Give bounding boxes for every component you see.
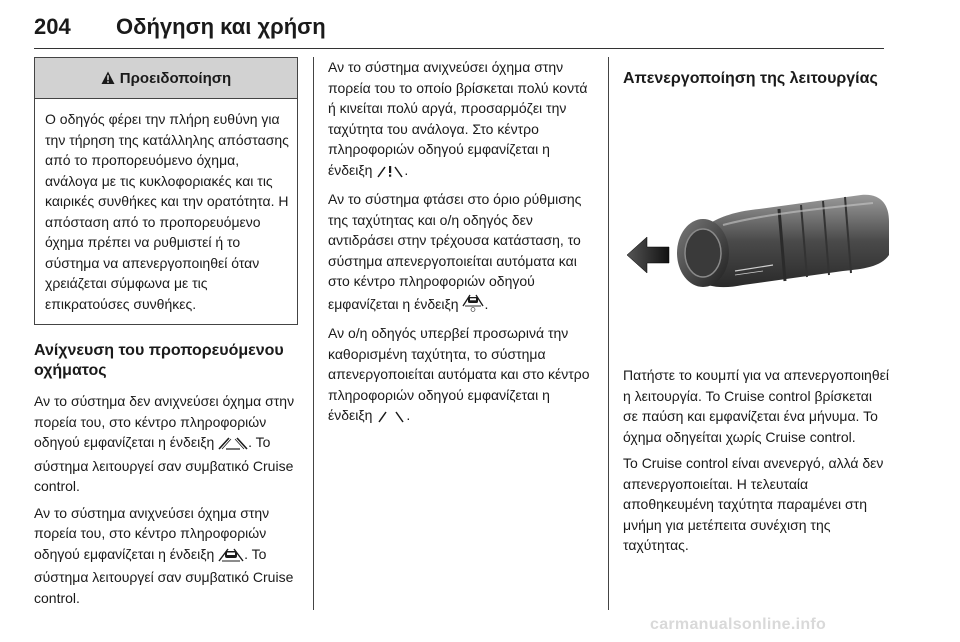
page-header (34, 14, 884, 44)
paragraph-text: Αν το σύστημα φτάσει στο όριο ρύθμισης της ταχύτητας και ο/η οδηγός δεν αντιδράσει στην τρέχουσα κατάσταση, το σύστημα απενεργοποιείται αυτόματα και στο κέντρο πληροφοριών οδηγού εμφανίζεται η ένδειξη (328, 191, 582, 312)
warning-header (35, 58, 297, 99)
paragraph-text: Αν το σύστημα ανιχνεύσει όχημα στην πορεία του, στο κέντρο πληροφοριών οδηγού εμφανίζεται η ένδειξη (34, 504, 270, 562)
paragraph-text: . (404, 161, 409, 178)
vehicle-ahead-speed-icon (462, 292, 484, 318)
paragraph (34, 503, 298, 609)
column-divider (313, 57, 314, 610)
warning-triangle-icon (101, 71, 115, 85)
paragraph-text: Αν το σύστημα ανιχνεύσει όχημα στην πορεία του το οποίο βρίσκεται πολύ κοντά ή κινείται πολύ αργά, προσαρμόζει την ταχύτητα του ανάλογα. Στο κέντρο πληροφοριών οδηγού εμφανίζεται η ένδειξη (328, 59, 588, 178)
paragraph (328, 57, 594, 183)
cruise-control-button-diagram (623, 125, 889, 325)
warning-title: Προειδοποίηση (119, 69, 232, 87)
paragraph-text: . (406, 407, 411, 423)
column-middle (328, 57, 594, 435)
paragraph-text: Αν το σύστημα δεν ανιχνεύσει όχημα στην πορεία του, στο κέντρο πληροφοριών οδηγού εμφανίζεται η ένδειξη (34, 393, 295, 450)
lane-warning-icon (376, 163, 404, 184)
section-heading-detection: Ανίχνευση του προπορευόμενου οχήματος (34, 342, 284, 379)
column-left (34, 57, 298, 614)
paragraph-text: . (484, 295, 489, 312)
page-title: Οδήγηση και χρήση (116, 14, 326, 39)
column-divider (608, 57, 609, 610)
warning-box (34, 57, 298, 325)
warning-text: Ο οδηγός φέρει την πλήρη ευθύνη για την τήρηση της κατάλληλης απόστασης από το προπορευόμενο όχημα, ανάλογα με τις κυκλοφοριακές και τις καιρικές συνθήκες και την ορατότητα. Η απόσταση από το προπορευόμενο όχημα πρέπει να ρυθμιστεί ή το σύστημα να απενεργοποιηθεί όταν χρειάζεται σύμφωνα με τις επικρατούσες συνθήκες. (45, 111, 289, 312)
warning-body (35, 99, 297, 324)
steering-column-stalk-illustration (623, 125, 889, 325)
paragraph-text: Αν ο/η οδηγός υπερβεί προσωρινά την καθορισμένη ταχύτητα, το σύστημα απενεργοποιείται αυτόματα και στο κέντρο πληροφοριών οδηγού εμφανίζεται η ένδειξη (328, 325, 590, 423)
paragraph-text: . Το σύστημα λειτουργεί σαν συμβατικό Cruise control. (34, 434, 294, 494)
paragraph (34, 391, 298, 497)
paragraph-text: . Το σύστημα λειτουργεί σαν συμβατικό Cruise control. (34, 545, 294, 606)
paragraph: Το Cruise control είναι ανενεργό, αλλά δεν απενεργοποιείται. Η τελευταία αποθηκευμένη ταχύτητα παραμένει στη μνήμη για μετέπειτα συνέχιση της ταχύτητας. (623, 455, 884, 553)
watermark: carmanualsonline.info (650, 616, 827, 633)
paragraph (328, 189, 594, 317)
vehicle-ahead-icon (218, 546, 244, 568)
road-no-vehicle-icon (218, 435, 248, 456)
section-heading-deactivation: Απενεργοποίηση της λειτουργίας (623, 70, 878, 87)
paragraph: Πατήστε το κουμπί για να απενεργοποιηθεί η λειτουργία. Το Cruise control βρίσκεται σε παύση και εμφανίζεται ένα μήνυμα. Το όχημα οδηγείται χωρίς Cruise control. (623, 367, 889, 445)
header-divider (34, 48, 884, 49)
page-number: 204 (34, 14, 71, 39)
column-right (623, 57, 889, 562)
paragraph (328, 323, 594, 429)
lane-lines-icon (376, 408, 406, 429)
